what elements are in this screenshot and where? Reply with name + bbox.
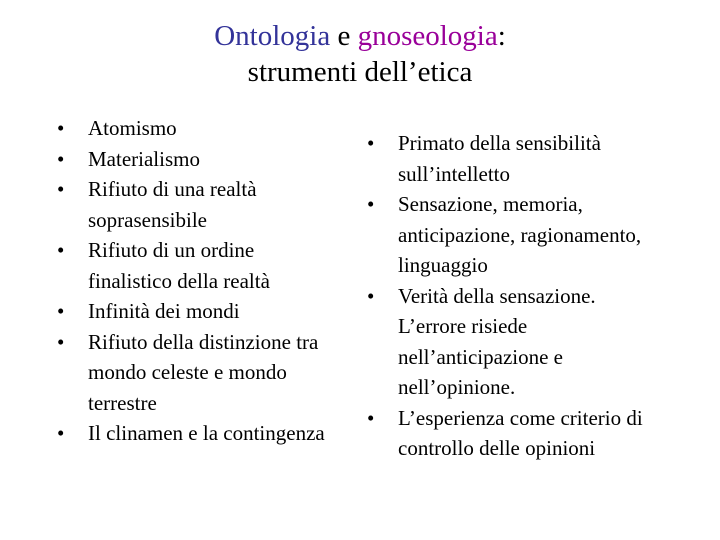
list-item: • Verità della sensazione. L’errore risiede nell’anticipazione e nell’opinione. bbox=[367, 281, 667, 403]
list-item: • Materialismo bbox=[57, 144, 342, 175]
title-word-gnoseologia: gnoseologia bbox=[357, 20, 498, 52]
list-item: • Sensazione, memoria, anticipazione, ragionamento, linguaggio bbox=[367, 189, 667, 281]
title-line-2: strumenti dell’etica bbox=[247, 56, 473, 88]
list-item: • L’esperienza come criterio di controllo delle opinioni bbox=[367, 403, 667, 464]
title-word-ontologia: Ontologia bbox=[214, 20, 331, 52]
slide-title bbox=[0, 18, 720, 90]
list-item: • Rifiuto della distinzione tra mondo celeste e mondo terrestre bbox=[57, 327, 342, 419]
list-item: • Primato della sensibilità sull’intelletto bbox=[367, 128, 667, 189]
list-item: • Atomismo bbox=[57, 113, 342, 144]
list-item: • Rifiuto di un ordine finalistico della realtà bbox=[57, 235, 342, 296]
title-colon: : bbox=[497, 20, 506, 52]
list-item: • Infinità dei mondi bbox=[57, 296, 342, 327]
right-bullet-list bbox=[367, 128, 667, 464]
list-item: • Rifiuto di una realtà soprasensibile bbox=[57, 174, 342, 235]
title-conjunction: e bbox=[330, 20, 358, 52]
title-line-1 bbox=[0, 18, 720, 54]
list-item: • Il clinamen e la contingenza bbox=[57, 418, 342, 449]
left-bullet-list bbox=[57, 113, 342, 449]
